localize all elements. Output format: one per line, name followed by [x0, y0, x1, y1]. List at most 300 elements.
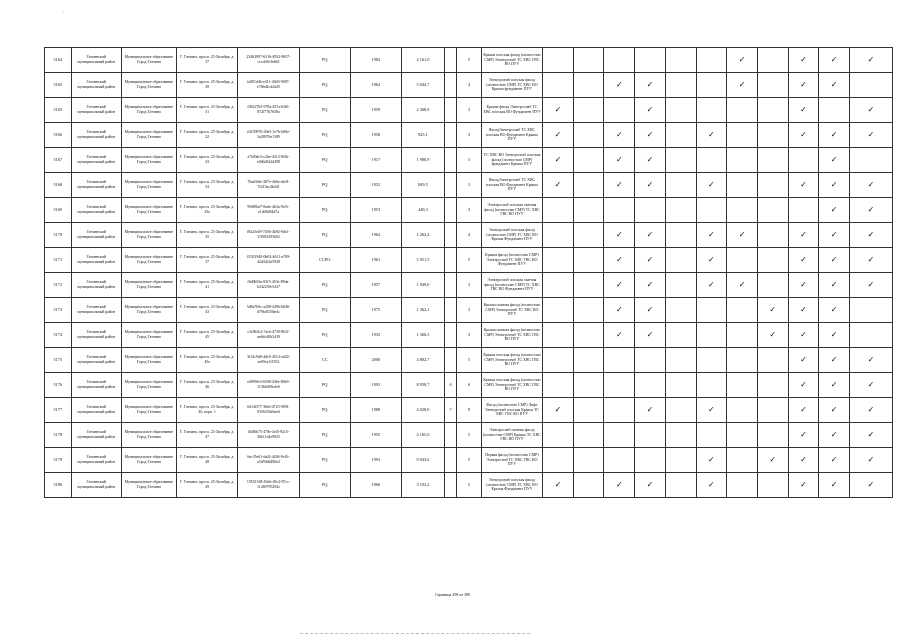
address-cell: Г. Гатчина, просп. 25 Октября, д. 37 — [176, 248, 237, 273]
wall-material-cell: PQ — [299, 48, 350, 73]
floors-b-cell: 4 — [457, 223, 482, 248]
address-cell: Г. Гатчина, просп. 25 Октября, д. 32 — [176, 123, 237, 148]
area-cell: 9 043,6 — [401, 448, 444, 473]
work-check-cell — [665, 173, 696, 198]
works-list-cell: Электроснаб плоская скатная фасад (полностью СМР) ТС ХВС ГВС ВО Фундамент ПУУ — [481, 273, 542, 298]
checkmark-icon: ✓ — [615, 330, 623, 339]
work-check-cell — [849, 298, 892, 323]
page-number: Страница 298 из 389 — [434, 592, 471, 597]
district-cell: Гатчинский муниципальный район — [71, 273, 121, 298]
work-check-cell — [604, 423, 635, 448]
checkmark-icon: ✓ — [830, 255, 838, 264]
district-cell: Гатчинский муниципальный район — [71, 123, 121, 148]
work-check-cell — [696, 473, 727, 498]
work-check-cell — [604, 373, 635, 398]
fias-code-cell: f38227b5-978a-437a-b3f6-872f77b7658a — [238, 98, 299, 123]
checkmark-icon: ✓ — [708, 255, 715, 264]
work-check-cell — [665, 248, 696, 273]
work-check-cell — [819, 73, 850, 98]
work-check-cell — [604, 48, 635, 73]
floors-a-cell — [444, 323, 456, 348]
floors-b-cell: 5 — [457, 423, 482, 448]
checkmark-icon: ✓ — [830, 230, 838, 239]
work-check-cell — [819, 173, 850, 198]
checkmark-icon: ✓ — [615, 155, 623, 164]
work-check-cell — [665, 298, 696, 323]
work-check-cell — [788, 373, 819, 398]
district-cell: Гатчинский муниципальный район — [71, 248, 121, 273]
work-check-cell — [757, 73, 788, 98]
works-list-cell: ТС ХВС ВО Электроснаб плоская фасад (полностью СМР) фундамент Крыша ПУУ — [481, 148, 542, 173]
fias-code-cell: a7fd0dc3-c2be-4313-9f3b-e466d5d2d398 — [238, 148, 299, 173]
floors-a-cell — [444, 73, 456, 98]
checkmark-icon: ✓ — [867, 105, 875, 114]
checkmark-icon: ✓ — [646, 255, 654, 264]
checkmark-icon: ✓ — [615, 130, 623, 139]
work-check-cell — [543, 148, 574, 173]
floors-a-cell — [444, 148, 456, 173]
checkmark-icon: ✓ — [800, 230, 807, 239]
work-check-cell — [819, 223, 850, 248]
work-check-cell — [819, 373, 850, 398]
work-check-cell — [635, 398, 666, 423]
checkmark-icon: ✓ — [867, 455, 875, 464]
work-check-cell — [604, 198, 635, 223]
work-check-cell — [543, 223, 574, 248]
year-cell: 1993 — [350, 448, 401, 473]
work-check-cell — [727, 473, 758, 498]
checkmark-icon: ✓ — [554, 155, 562, 164]
work-check-cell — [573, 148, 604, 173]
work-check-cell — [788, 123, 819, 148]
work-check-cell — [696, 323, 727, 348]
work-check-cell — [696, 423, 727, 448]
work-check-cell — [665, 273, 696, 298]
checkmark-icon: ✓ — [738, 55, 746, 64]
work-check-cell — [849, 473, 892, 498]
work-check-cell — [849, 73, 892, 98]
municipality-cell: Муниципальное образование Город Гатчина — [121, 398, 176, 423]
address-cell: Г. Гатчина, просп. 25 Октября, д. 37 — [176, 48, 237, 73]
work-check-cell — [727, 348, 758, 373]
work-check-cell — [665, 323, 696, 348]
work-check-cell — [573, 373, 604, 398]
work-check-cell — [788, 273, 819, 298]
work-check-cell — [543, 48, 574, 73]
checkmark-icon: ✓ — [800, 280, 807, 289]
work-check-cell — [635, 373, 666, 398]
floors-b-cell: 6 — [457, 373, 482, 398]
work-check-cell — [696, 348, 727, 373]
fias-code-cell: 0d14f377-36fd-4725-9091-9356356e6ae6 — [238, 398, 299, 423]
scan-mark: - — [62, 10, 64, 15]
checkmark-icon: ✓ — [708, 280, 715, 289]
checkmark-icon: ✓ — [800, 305, 807, 314]
work-check-cell — [727, 148, 758, 173]
work-check-cell — [543, 173, 574, 198]
floors-b-cell: 5 — [457, 473, 482, 498]
row-number: 5180 — [45, 473, 72, 498]
row-number: 5179 — [45, 448, 72, 473]
work-check-cell — [604, 148, 635, 173]
works-list-cell: Фасад (полностью СМР) Лифт Электроснаб плоская Крыша ТС ХВС ГВС ВО ПУУ — [481, 398, 542, 423]
checkmark-icon: ✓ — [867, 230, 875, 239]
address-cell: Г. Гатчина, просп. 25 Октября, д. 45 — [176, 323, 237, 348]
work-check-cell — [573, 198, 604, 223]
wall-material-cell: PQ — [299, 448, 350, 473]
wall-material-cell: PQ — [299, 298, 350, 323]
area-cell: 3 044,7 — [401, 73, 444, 98]
checkmark-icon: ✓ — [800, 105, 807, 114]
work-check-cell — [635, 148, 666, 173]
checkmark-icon: ✓ — [830, 305, 838, 314]
area-cell: 448,3 — [401, 198, 444, 223]
works-list-cell: Крыша плоская фасад (полностью СМР) Электроснаб ТС ХВС ГВС ВО ПУУ — [481, 373, 542, 398]
checkmark-icon: ✓ — [615, 305, 623, 314]
checkmark-icon: ✓ — [867, 480, 875, 489]
address-cell: Г. Гатчина, просп. 25 Октября, д. 41 — [176, 273, 237, 298]
work-check-cell — [543, 398, 574, 423]
fias-code-cell: 6ec35e61-da2f-4436-9e16-a5d59d6480a3 — [238, 448, 299, 473]
fias-code-cell: 5d8a7b9c-a208-4496-b846-d79bd5336e4c — [238, 298, 299, 323]
work-check-cell — [757, 348, 788, 373]
row-number: 5166 — [45, 123, 72, 148]
work-check-cell — [788, 298, 819, 323]
checkmark-icon: ✓ — [554, 130, 562, 139]
municipality-cell: Муниципальное образование Город Гатчина — [121, 473, 176, 498]
fias-code-cell: 99d98af7-8ade-4b3a-9a7e-e1dd5d84d7a — [238, 198, 299, 223]
fias-code-cell: 23462897-6316-4932-9657-cccdc9e3e6b5 — [238, 48, 299, 73]
work-check-cell — [543, 248, 574, 273]
work-check-cell — [696, 223, 727, 248]
municipality-cell: Муниципальное образование Город Гатчина — [121, 248, 176, 273]
work-check-cell — [788, 73, 819, 98]
work-check-cell — [543, 73, 574, 98]
address-cell: Г. Гатчина, просп. 25 Октября, д. 45а — [176, 348, 237, 373]
checkmark-icon: ✓ — [646, 305, 654, 314]
works-list-cell: ФасадЭлектроснаб ТС ХВС плоская ВО Фундамент Крыша ПУУ — [481, 123, 542, 148]
works-list-cell: Крыша фасад Электроснаб ТС ХВС плоская ВО Фундамент ПУУ — [481, 98, 542, 123]
work-check-cell — [849, 373, 892, 398]
checkmark-icon: ✓ — [615, 230, 623, 239]
work-check-cell — [819, 323, 850, 348]
table-row — [45, 473, 893, 498]
year-cell: 1958 — [350, 123, 401, 148]
work-check-cell — [635, 298, 666, 323]
work-check-cell — [573, 223, 604, 248]
floors-a-cell — [444, 123, 456, 148]
municipality-cell: Муниципальное образование Город Гатчина — [121, 198, 176, 223]
table-row — [45, 323, 893, 348]
checkmark-icon: ✓ — [867, 55, 875, 64]
work-check-cell — [573, 448, 604, 473]
work-check-cell — [665, 223, 696, 248]
work-check-cell — [696, 73, 727, 98]
municipality-cell: Муниципальное образование Город Гатчина — [121, 348, 176, 373]
work-check-cell — [573, 173, 604, 198]
floors-b-cell: 3 — [457, 148, 482, 173]
table-row — [45, 448, 893, 473]
year-cell: 1988 — [350, 398, 401, 423]
floors-b-cell: 5 — [457, 48, 482, 73]
wall-material-cell: PQ — [299, 173, 350, 198]
work-check-cell — [665, 73, 696, 98]
floors-a-cell — [444, 423, 456, 448]
work-check-cell — [849, 98, 892, 123]
work-check-cell — [727, 448, 758, 473]
works-list-cell: Крыша скатная фасад (полностью СМР) Электроснаб ТС ХВС ВО ПУУ — [481, 298, 542, 323]
work-check-cell — [757, 423, 788, 448]
work-check-cell — [727, 423, 758, 448]
checkmark-icon: ✓ — [769, 305, 777, 314]
year-cell: 1975 — [350, 298, 401, 323]
checkmark-icon: ✓ — [830, 180, 838, 189]
wall-material-cell: PQ — [299, 323, 350, 348]
checkmark-icon: ✓ — [800, 430, 807, 439]
work-check-cell — [819, 298, 850, 323]
checkmark-icon: ✓ — [615, 80, 623, 89]
work-check-cell — [757, 123, 788, 148]
work-check-cell — [757, 273, 788, 298]
row-number: 5176 — [45, 373, 72, 398]
work-check-cell — [604, 98, 635, 123]
area-cell: 1 362,1 — [401, 298, 444, 323]
work-check-cell — [696, 123, 727, 148]
checkmark-icon: ✓ — [867, 180, 875, 189]
work-check-cell — [727, 373, 758, 398]
work-check-cell — [635, 173, 666, 198]
work-check-cell — [819, 48, 850, 73]
table-row — [45, 398, 893, 423]
checkmark-icon: ✓ — [800, 455, 807, 464]
work-check-cell — [635, 348, 666, 373]
district-cell: Гатчинский муниципальный район — [71, 198, 121, 223]
floors-b-cell: 4 — [457, 73, 482, 98]
year-cell: 1982 — [350, 48, 401, 73]
work-check-cell — [849, 198, 892, 223]
wall-material-cell: CC — [299, 348, 350, 373]
table-row — [45, 223, 893, 248]
work-check-cell — [543, 473, 574, 498]
work-check-cell — [819, 448, 850, 473]
checkmark-icon: ✓ — [708, 230, 715, 239]
wall-material-cell: PQ — [299, 473, 350, 498]
work-check-cell — [727, 98, 758, 123]
work-check-cell — [696, 248, 727, 273]
checkmark-icon: ✓ — [615, 255, 623, 264]
work-check-cell — [665, 348, 696, 373]
district-cell: Гатчинский муниципальный район — [71, 298, 121, 323]
district-cell: Гатчинский муниципальный район — [71, 323, 121, 348]
work-check-cell — [788, 98, 819, 123]
floors-a-cell: 7 — [444, 398, 456, 423]
year-cell: 1935 — [350, 323, 401, 348]
work-check-cell — [543, 198, 574, 223]
wall-material-cell: CCPO — [299, 248, 350, 273]
checkmark-icon: ✓ — [830, 380, 838, 389]
area-cell: 1 949,0 — [401, 273, 444, 298]
district-cell: Гатчинский муниципальный район — [71, 98, 121, 123]
work-check-cell — [788, 173, 819, 198]
work-check-cell — [604, 473, 635, 498]
work-check-cell — [573, 73, 604, 98]
floors-a-cell: 6 — [444, 373, 456, 398]
work-check-cell — [788, 348, 819, 373]
works-list-cell: ФасадЭлектроснаб ТС ХВС плоская ВО Фундамент Крыша ПУУ — [481, 173, 542, 198]
floors-b-cell: 3 — [457, 273, 482, 298]
work-check-cell — [757, 223, 788, 248]
checkmark-icon: ✓ — [554, 405, 562, 414]
works-list-cell: Электроснаб плоская фасад (полностью СМР) ТС ХВС ВО Крыша Фундамент ПУУ — [481, 223, 542, 248]
work-check-cell — [849, 173, 892, 198]
work-check-cell — [696, 298, 727, 323]
checkmark-icon: ✓ — [769, 455, 777, 464]
work-check-cell — [635, 273, 666, 298]
fias-code-cell: 24159976-49a5-1e7b-b06e-3a28076e1389 — [238, 123, 299, 148]
work-check-cell — [604, 448, 635, 473]
address-cell: Г. Гатчина, просп. 25 Октября, д. 33 — [176, 148, 237, 173]
floors-b-cell: 3 — [457, 198, 482, 223]
district-cell: Гатчинский муниципальный район — [71, 73, 121, 98]
checkmark-icon: ✓ — [646, 280, 654, 289]
wall-material-cell: PQ — [299, 273, 350, 298]
address-cell: Г. Гатчина, просп. 25 Октября, д. 35 — [176, 223, 237, 248]
checkmark-icon: ✓ — [830, 155, 838, 164]
work-check-cell — [849, 448, 892, 473]
checkmark-icon: ✓ — [867, 355, 875, 364]
work-check-cell — [757, 298, 788, 323]
works-list-cell: Электроснаб плоская фасад (полностью СМР) ТС ХВС ВО Крыша фундамент ПУУ — [481, 73, 542, 98]
municipality-cell: Муниципальное образование Город Гатчина — [121, 323, 176, 348]
work-check-cell — [727, 123, 758, 148]
work-check-cell — [543, 348, 574, 373]
work-check-cell — [696, 98, 727, 123]
row-number: 5173 — [45, 298, 72, 323]
works-list-cell: Крыша фасад (полностью СМР) Электроснаб ТС ХВС ГВС ВО Фундамент ПУУ — [481, 248, 542, 273]
municipality-cell: Муниципальное образование Город Гатчина — [121, 448, 176, 473]
floors-a-cell — [444, 198, 456, 223]
row-number: 5177 — [45, 398, 72, 423]
checkmark-icon: ✓ — [646, 480, 654, 489]
wall-material-cell: PQ — [299, 73, 350, 98]
fias-code-cell: ed999fe3-6508-436e-88e9-11366496cde0 — [238, 373, 299, 398]
works-list-cell: Электроснаб плоская скатная фасад (полностью СМР) ТС ХВС ГВС ВО ПУУ — [481, 198, 542, 223]
fias-code-cell: 0f4f6b75-478e-4ef5-82c5-36b1144e9825 — [238, 423, 299, 448]
year-cell: 1952 — [350, 173, 401, 198]
municipality-cell: Муниципальное образование Город Гатчина — [121, 298, 176, 323]
area-cell: 4 161,0 — [401, 48, 444, 73]
register-table-container — [44, 47, 893, 498]
checkmark-icon: ✓ — [615, 180, 623, 189]
work-check-cell — [573, 248, 604, 273]
work-check-cell — [665, 448, 696, 473]
work-check-cell — [604, 323, 635, 348]
municipality-cell: Муниципальное образование Город Гатчина — [121, 48, 176, 73]
area-cell: 925,1 — [401, 123, 444, 148]
work-check-cell — [665, 473, 696, 498]
work-check-cell — [696, 48, 727, 73]
works-list-cell: Электроснаб плоская фасад (полностью СМР) ТС ХВС ВО Крыша Фундамент ПУУ — [481, 473, 542, 498]
table-row — [45, 123, 893, 148]
fias-code-cell: 19551548-83e6-49c2-87cc-11469795292e — [238, 473, 299, 498]
row-number: 5168 — [45, 173, 72, 198]
floors-b-cell: 5 — [457, 248, 482, 273]
work-check-cell — [757, 473, 788, 498]
work-check-cell — [727, 223, 758, 248]
work-check-cell — [849, 423, 892, 448]
work-check-cell — [849, 223, 892, 248]
work-check-cell — [696, 173, 727, 198]
work-check-cell — [573, 323, 604, 348]
municipality-cell: Муниципальное образование Город Гатчина — [121, 173, 176, 198]
fias-code-cell: f82a5e49-7d56-4b92-9de1-37f693293602 — [238, 223, 299, 248]
row-number: 5172 — [45, 273, 72, 298]
checkmark-icon: ✓ — [646, 405, 654, 414]
district-cell: Гатчинский муниципальный район — [71, 448, 121, 473]
year-cell: 1957 — [350, 273, 401, 298]
work-check-cell — [604, 348, 635, 373]
work-check-cell — [543, 273, 574, 298]
work-check-cell — [635, 448, 666, 473]
work-check-cell — [819, 98, 850, 123]
work-check-cell — [788, 248, 819, 273]
work-check-cell — [665, 98, 696, 123]
checkmark-icon: ✓ — [615, 280, 623, 289]
checkmark-icon: ✓ — [708, 180, 715, 189]
area-cell: 1 988,9 — [401, 148, 444, 173]
checkmark-icon: ✓ — [554, 105, 562, 114]
work-check-cell — [665, 123, 696, 148]
floors-a-cell — [444, 448, 456, 473]
checkmark-icon: ✓ — [830, 480, 838, 489]
wall-material-cell: PQ — [299, 373, 350, 398]
district-cell: Гатчинский муниципальный район — [71, 423, 121, 448]
work-check-cell — [727, 73, 758, 98]
area-cell: 849,5 — [401, 173, 444, 198]
works-list-cell: Первая фасад (полностью СМР) Электроснаб ТС ХВС ГВС ВО ПУУ — [481, 448, 542, 473]
floors-b-cell: 3 — [457, 98, 482, 123]
checkmark-icon: ✓ — [646, 130, 654, 139]
area-cell: 4 028,0 — [401, 398, 444, 423]
table-row — [45, 198, 893, 223]
area-cell: 8 958,7 — [401, 373, 444, 398]
year-cell: 1962 — [350, 223, 401, 248]
work-check-cell — [573, 123, 604, 148]
address-cell: Г. Гатчина, просп. 25 Октября, д. 47 — [176, 423, 237, 448]
work-check-cell — [573, 423, 604, 448]
work-check-cell — [573, 98, 604, 123]
work-check-cell — [604, 173, 635, 198]
floors-a-cell — [444, 98, 456, 123]
floors-a-cell — [444, 298, 456, 323]
checkmark-icon: ✓ — [830, 130, 838, 139]
work-check-cell — [819, 473, 850, 498]
checkmark-icon: ✓ — [830, 430, 838, 439]
floors-a-cell — [444, 248, 456, 273]
municipality-cell: Муниципальное образование Город Гатчина — [121, 73, 176, 98]
year-cell: 1953 — [350, 198, 401, 223]
work-check-cell — [573, 348, 604, 373]
wall-material-cell: PQ — [299, 123, 350, 148]
work-check-cell — [788, 148, 819, 173]
work-check-cell — [788, 323, 819, 348]
checkmark-icon: ✓ — [738, 80, 746, 89]
floors-a-cell — [444, 223, 456, 248]
work-check-cell — [573, 273, 604, 298]
work-check-cell — [573, 398, 604, 423]
work-check-cell — [665, 148, 696, 173]
work-check-cell — [573, 298, 604, 323]
